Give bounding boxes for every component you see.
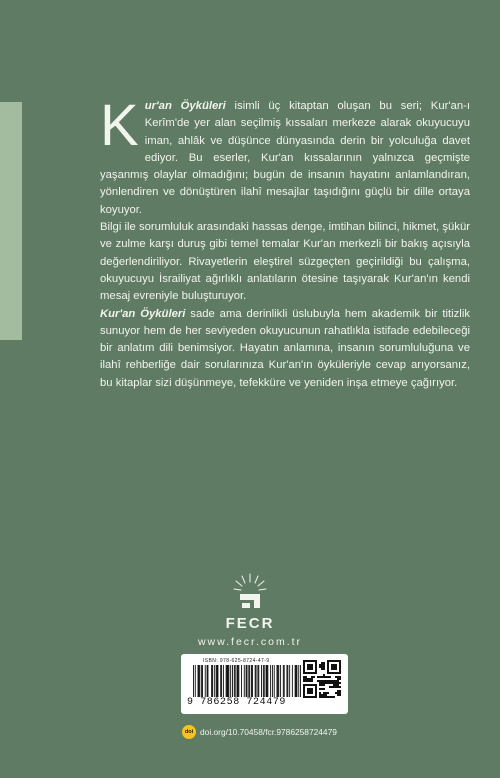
barcode-bar: [230, 665, 231, 697]
barcode-bar: [207, 665, 208, 697]
barcode-bar: [234, 665, 235, 697]
barcode-bar: [249, 665, 250, 697]
barcode-bar: [284, 665, 285, 697]
barcode-bar: [278, 665, 279, 697]
barcode-bar: [211, 665, 212, 697]
barcode-bar: [251, 665, 252, 697]
barcode-bar: [208, 665, 209, 697]
paragraph-1: [100, 93, 471, 219]
barcode-bar: [248, 665, 249, 697]
barcode-bar: [261, 665, 262, 697]
paragraph-1-text: isimli üç kitaptan oluşan bu seri; Kur'an-ı Kerîm'de yer alan seçilmiş kıssaları merkeze alarak okuyucuyu iman, ahlâk ve düşünce dünyasında derin bir yolculuğa davet ediyor. Bu eserler, Kur'an kıssalarının yalnızca geçmişte yaşanmış olaylar olmadığını; bugün de insanın hayatını anlamlandıran, yönlendiren ve dönüştüren ilahî mesajlar taşıdığını güçlü bir dille ortaya koyuyor.: [100, 100, 471, 216]
barcode-bar: [277, 665, 278, 697]
barcode-bar: [217, 665, 218, 697]
barcode-bar: [220, 665, 221, 697]
paragraph-3-text: sade ama derinlikli üslubuyla hem akademik bir titizlik sunuyor hem de her seviyeden okuyucunun rahatlıkla istifade edebileceği bir anlatım dili benimsiyor. Hayatın anlamına, insanın sorumluluğuna ve ilahî rehberliğe dair sorularınıza Kur'an'ın öyküleriyle cevap arıyorsanız, bu kitaplar sizi düşünmeye, tefekküre ve yeniden inşa etmeye çağırıyor.: [100, 307, 470, 389]
barcode-bar: [289, 665, 290, 697]
side-accent-band: [0, 102, 22, 340]
sunburst-logo-icon: [230, 572, 270, 614]
publisher-logo: [0, 572, 500, 632]
barcode-bar: [223, 665, 224, 697]
barcode-bar: [257, 665, 258, 697]
barcode-bar: [300, 665, 301, 697]
barcode-bar: [198, 665, 199, 697]
barcode-bar: [258, 665, 259, 697]
barcode-bar: [252, 665, 253, 697]
barcode-bar: [199, 665, 200, 697]
barcode-bar: [256, 665, 257, 697]
barcode-bar: [296, 665, 297, 697]
barcode-bar: [221, 665, 222, 697]
barcode-bar: [267, 665, 268, 697]
barcode-bar: [283, 665, 284, 697]
barcode-bar: [272, 665, 273, 697]
barcode-bar: [214, 665, 215, 697]
series-title-2: Kur'an Öyküleri: [100, 307, 186, 320]
barcode-bar: [218, 665, 219, 697]
publisher-website: www.fecr.com.tr: [197, 636, 303, 648]
barcode-bar: [244, 665, 245, 697]
barcode-bar: [266, 665, 267, 697]
barcode-bar: [298, 665, 299, 697]
barcode-bar: [232, 665, 233, 697]
barcode-bar: [280, 665, 281, 697]
barcode-panel: [181, 654, 348, 714]
barcode-bar: [227, 665, 228, 697]
barcode-bar: [287, 665, 288, 697]
barcode-bar: [270, 665, 271, 697]
description-text: [100, 93, 471, 392]
barcode-bar: [292, 665, 293, 697]
barcode-bar: [267, 665, 268, 697]
barcode-bar: [198, 665, 199, 697]
barcode-bar: [247, 665, 248, 697]
doi-link[interactable]: [182, 725, 337, 739]
barcode-bar: [263, 665, 264, 697]
qr-code-icon: [303, 660, 341, 698]
barcode-bar: [264, 665, 265, 697]
barcode-bar: [201, 665, 202, 697]
barcode-bar: [241, 665, 242, 697]
barcode-bar: [195, 665, 196, 697]
series-title: ur'an Öyküleri: [144, 100, 226, 112]
barcode-bar: [286, 665, 287, 697]
paragraph-2: Bilgi ile sorumluluk arasındaki hassas denge, imtihan bilinci, hikmet, şükür ve zulme karşı duruş gibi temel temalar Kur'an merkezli bir bakış açısıyla değerlendiriliyor. Rivayetlerin eleştirel süzgeçten geçirildiği bu çalışma, okuyucuyu İsrailiyat ağırlıklı anlatıların ötesine taşıyarak Kur'an'ın kendi mesaj evreniyle buluşturuyor.: [100, 221, 470, 303]
barcode-bar: [238, 665, 239, 697]
barcode-bar: [227, 665, 228, 697]
barcode-bar: [277, 665, 278, 697]
barcode-bar: [235, 665, 236, 697]
barcode-bar: [226, 665, 227, 697]
barcode-bar: [237, 665, 238, 697]
barcode-bar: [193, 665, 194, 697]
barcode-bar: [212, 665, 213, 697]
barcode-bar: [205, 665, 206, 697]
barcode-bar: [246, 665, 247, 697]
barcode-bar: [274, 665, 275, 697]
isbn-text: ISBN: 978-625-8724-47-9: [203, 658, 270, 664]
doi-badge-icon: doi: [182, 725, 196, 739]
drop-cap: K: [100, 93, 139, 158]
barcode-bar: [295, 665, 296, 697]
doi-text: doi.org/10.70458/fcr.9786258724479: [200, 727, 337, 737]
publisher-name: FECR: [225, 615, 275, 632]
barcode-digits: 9 786258 724479: [187, 697, 287, 708]
barcode-bar: [255, 665, 256, 697]
barcode-bar: [296, 665, 297, 697]
barcode-bars: [193, 665, 301, 697]
barcode-bar: [202, 665, 203, 697]
barcode-bar: [216, 665, 217, 697]
barcode-bar: [228, 665, 229, 697]
barcode-bar: [237, 665, 238, 697]
paragraph-3: [100, 306, 470, 392]
